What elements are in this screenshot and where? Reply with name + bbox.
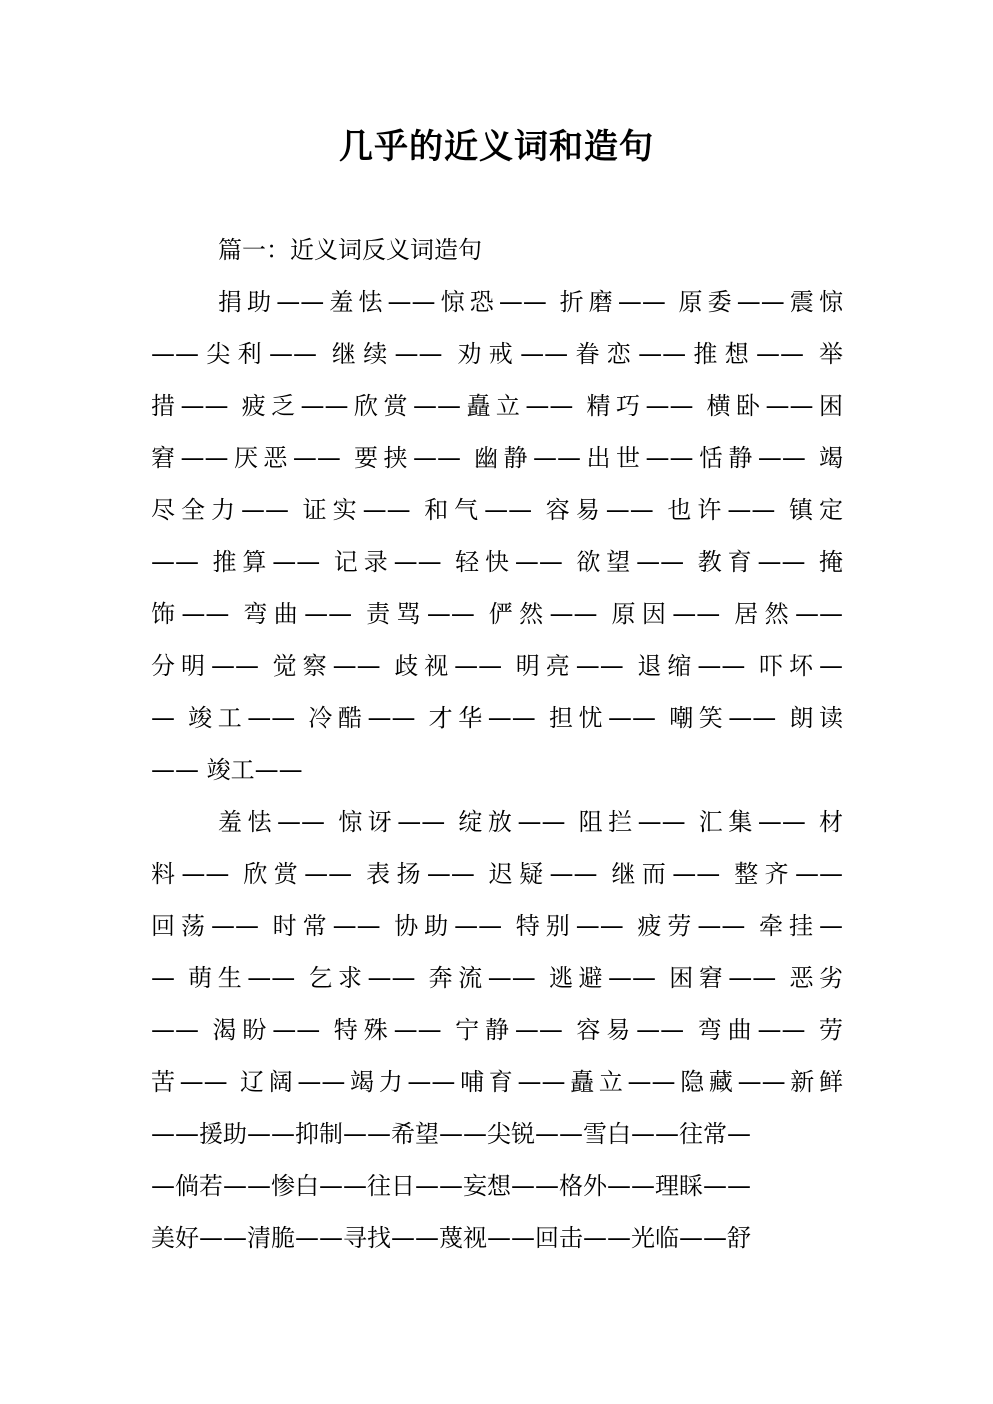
document-body [151, 224, 843, 1264]
text-line: —— 推算—— 记录—— 轻快—— 欲望—— 教育—— 掩 [151, 548, 843, 576]
text-line: 窘——厌恶—— 要挟—— 幽静——出世——恬静—— 竭 [151, 444, 843, 472]
text-line: 分明—— 觉察—— 歧视—— 明亮—— 退缩—— 吓坏— [151, 652, 843, 680]
text-line: —— 渴盼—— 特殊—— 宁静—— 容易—— 弯曲—— 劳 [151, 1016, 843, 1044]
text-line: — 竣工—— 冷酷—— 才华—— 担忧—— 嘲笑—— 朗读 [151, 704, 843, 732]
text-line: ——援助——抑制——希望——尖锐——雪白——往常— [151, 1120, 751, 1148]
document-title: 几乎的近义词和造句 [339, 127, 654, 167]
text-line: —倘若——惨白——往日——妄想——格外——理睬—— [151, 1172, 751, 1200]
text-line: 羞怯—— 惊讶—— 绽放—— 阻拦—— 汇集—— 材 [218, 808, 843, 836]
text-line: 捐助——羞怯——惊恐—— 折磨—— 原委——震惊 [218, 288, 843, 316]
text-line: 料—— 欣赏—— 表扬—— 迟疑—— 继而—— 整齐—— [151, 860, 843, 888]
text-line: 篇一：近义词反义词造句 [218, 236, 482, 264]
text-line: 回荡—— 时常—— 协助—— 特别—— 疲劳—— 牵挂— [151, 912, 843, 940]
text-line: —— 竣工—— [151, 756, 303, 784]
text-line: ——尖利—— 继续—— 劝戒——眷恋——推想—— 举 [151, 340, 843, 368]
text-line: 尽全力—— 证实—— 和气—— 容易—— 也许—— 镇定 [151, 496, 843, 524]
text-line: 美好——清脆——寻找——蔑视——回击——光临——舒 [151, 1224, 751, 1252]
text-line: 饰—— 弯曲—— 责骂—— 俨然—— 原因—— 居然—— [151, 600, 843, 628]
text-line: — 萌生—— 乞求—— 奔流—— 逃避—— 困窘—— 恶劣 [151, 964, 843, 992]
text-line: 措—— 疲乏——欣赏——矗立—— 精巧—— 横卧——困 [151, 392, 843, 420]
text-line: 苦—— 辽阔——竭力——哺育——矗立——隐藏——新鲜 [151, 1068, 843, 1096]
